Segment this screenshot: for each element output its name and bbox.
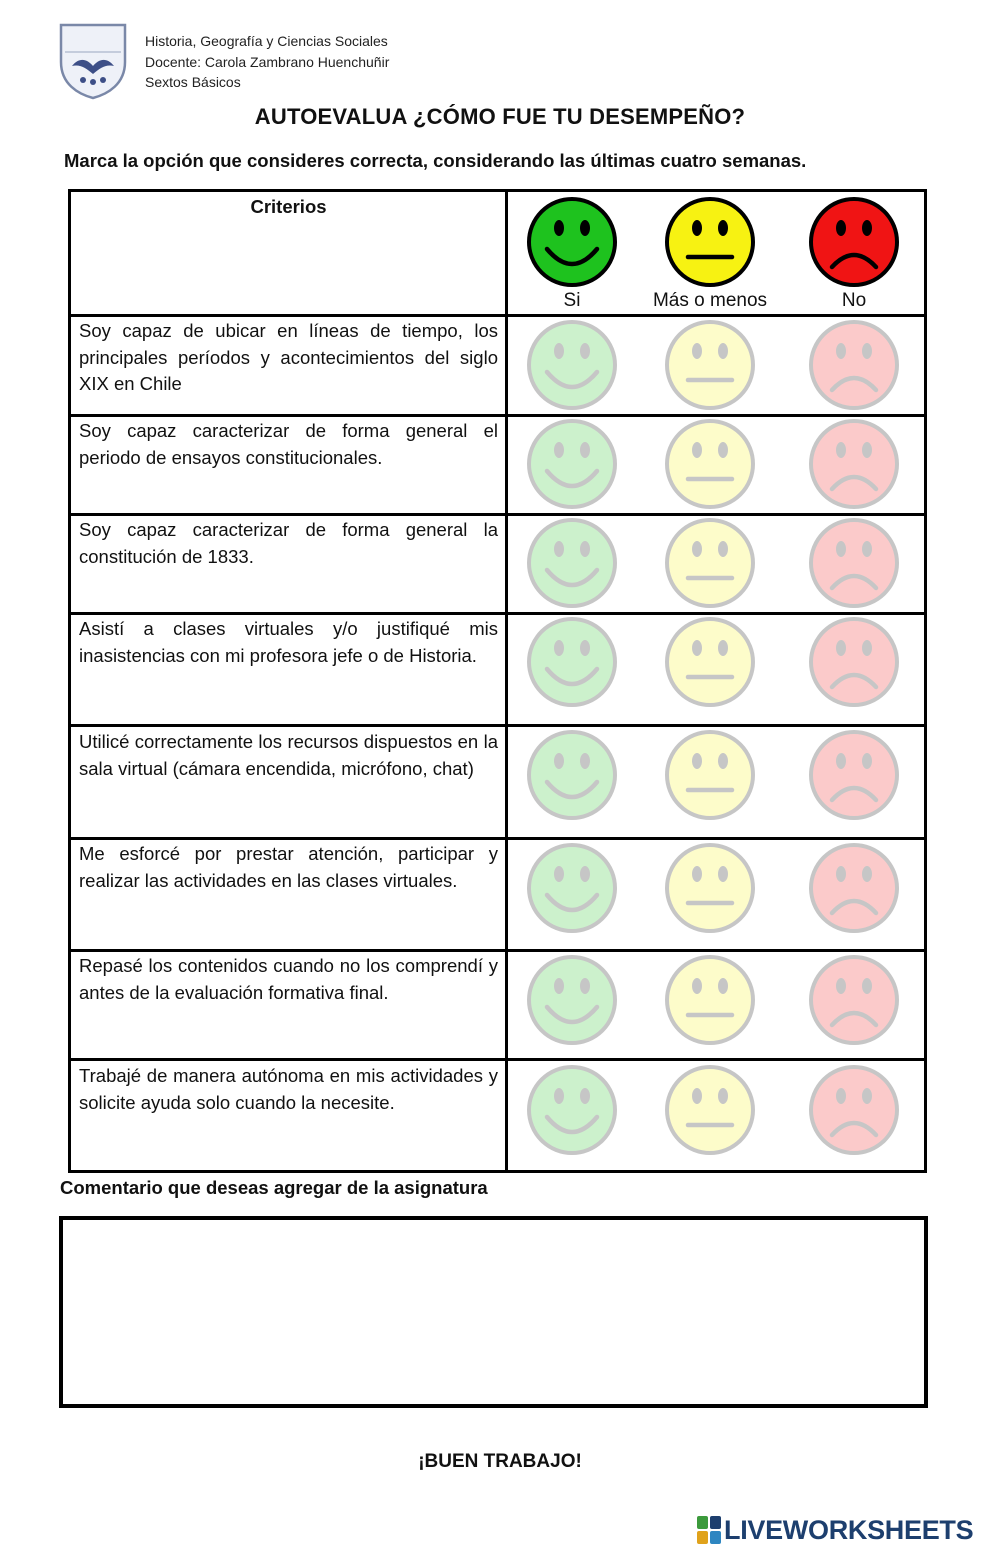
criterion-text: Repasé los contenidos cuando no los comprendí y antes de la evaluación formativa final. — [79, 955, 498, 1003]
sad-face-option-icon[interactable] — [807, 841, 901, 935]
happy-face-option-icon[interactable] — [525, 318, 619, 412]
header-info — [145, 31, 389, 93]
neutral-face-option-icon[interactable] — [663, 417, 757, 511]
neutral-face-option-icon[interactable] — [663, 953, 757, 1047]
happy-face-option-icon[interactable] — [525, 615, 619, 709]
neutral-face-option-icon[interactable] — [663, 516, 757, 610]
sad-face-option-icon[interactable] — [807, 615, 901, 709]
neutral-face-option-icon[interactable] — [663, 841, 757, 935]
criterion-text: Soy capaz de ubicar en líneas de tiempo, los principales períodos y acontecimientos del siglo XIX en Chile — [79, 320, 498, 394]
neutral-face-option-icon[interactable] — [663, 728, 757, 822]
option-label-mas-o-menos: Más o menos — [652, 290, 768, 311]
happy-face-option-icon[interactable] — [525, 953, 619, 1047]
closing-text: ¡BUEN TRABAJO! — [418, 1451, 582, 1472]
neutral-face-option-icon[interactable] — [663, 318, 757, 412]
teacher-line: Docente: Carola Zambrano Huenchuñir — [145, 53, 390, 70]
sad-face-option-icon[interactable] — [807, 953, 901, 1047]
sad-face-option-icon[interactable] — [807, 1063, 901, 1157]
subject-line: Historia, Geografía y Ciencias Sociales — [145, 33, 388, 49]
criterion-text: Trabajé de manera autónoma en mis actividades y solicite ayuda solo cuando la necesite. — [79, 1065, 498, 1113]
option-label-si: Si — [563, 290, 581, 311]
comment-input[interactable] — [59, 1216, 928, 1408]
sad-face-option-icon[interactable] — [807, 728, 901, 822]
happy-face-option-icon[interactable] — [525, 417, 619, 511]
sad-face-option-icon[interactable] — [807, 318, 901, 412]
criterion-text: Soy capaz caracterizar de forma general la constitución de 1833. — [79, 519, 498, 567]
row-divider — [68, 513, 927, 516]
grade-line: Sextos Básicos — [145, 74, 241, 90]
comment-label: Comentario que deseas agregar de la asignatura — [60, 1177, 488, 1198]
row-divider — [68, 949, 927, 952]
happy-face-option-icon[interactable] — [525, 728, 619, 822]
liveworksheets-icon — [697, 1516, 721, 1544]
sad-face-option-icon[interactable] — [807, 417, 901, 511]
row-divider — [68, 612, 927, 615]
criteria-header: Criterios — [250, 196, 327, 217]
criterion-text: Me esforcé por prestar atención, participar y realizar las actividades en las clases virtuales. — [79, 843, 498, 891]
neutral-face-icon — [663, 195, 757, 289]
column-divider — [505, 189, 508, 1173]
happy-face-option-icon[interactable] — [525, 516, 619, 610]
page-title: AUTOEVALUA ¿CÓMO FUE TU DESEMPEÑO? — [254, 104, 746, 129]
instruction-text: Marca la opción que consideres correcta, considerando las últimas cuatro semanas. — [64, 150, 807, 171]
row-divider — [68, 837, 927, 840]
row-divider — [68, 724, 927, 727]
neutral-face-option-icon[interactable] — [663, 615, 757, 709]
happy-face-option-icon[interactable] — [525, 841, 619, 935]
happy-face-icon — [525, 195, 619, 289]
row-divider — [68, 1058, 927, 1061]
happy-face-option-icon[interactable] — [525, 1063, 619, 1157]
row-divider — [68, 314, 927, 317]
criterion-text: Asistí a clases virtuales y/o justifiqué mis inasistencias con mi profesora jefe o de Historia. — [79, 618, 498, 666]
neutral-face-option-icon[interactable] — [663, 1063, 757, 1157]
school-crest-icon — [58, 22, 128, 100]
option-label-no: No — [841, 290, 867, 311]
sad-face-option-icon[interactable] — [807, 516, 901, 610]
liveworksheets-wordmark: LIVEWORKSHEETS — [724, 1514, 974, 1545]
row-divider — [68, 414, 927, 417]
sad-face-icon — [807, 195, 901, 289]
criterion-text: Utilicé correctamente los recursos dispuestos en la sala virtual (cámara encendida, micrófono, chat) — [79, 731, 498, 779]
liveworksheets-logo — [697, 1513, 973, 1547]
criterion-text: Soy capaz caracterizar de forma general el periodo de ensayos constitucionales. — [79, 420, 498, 468]
